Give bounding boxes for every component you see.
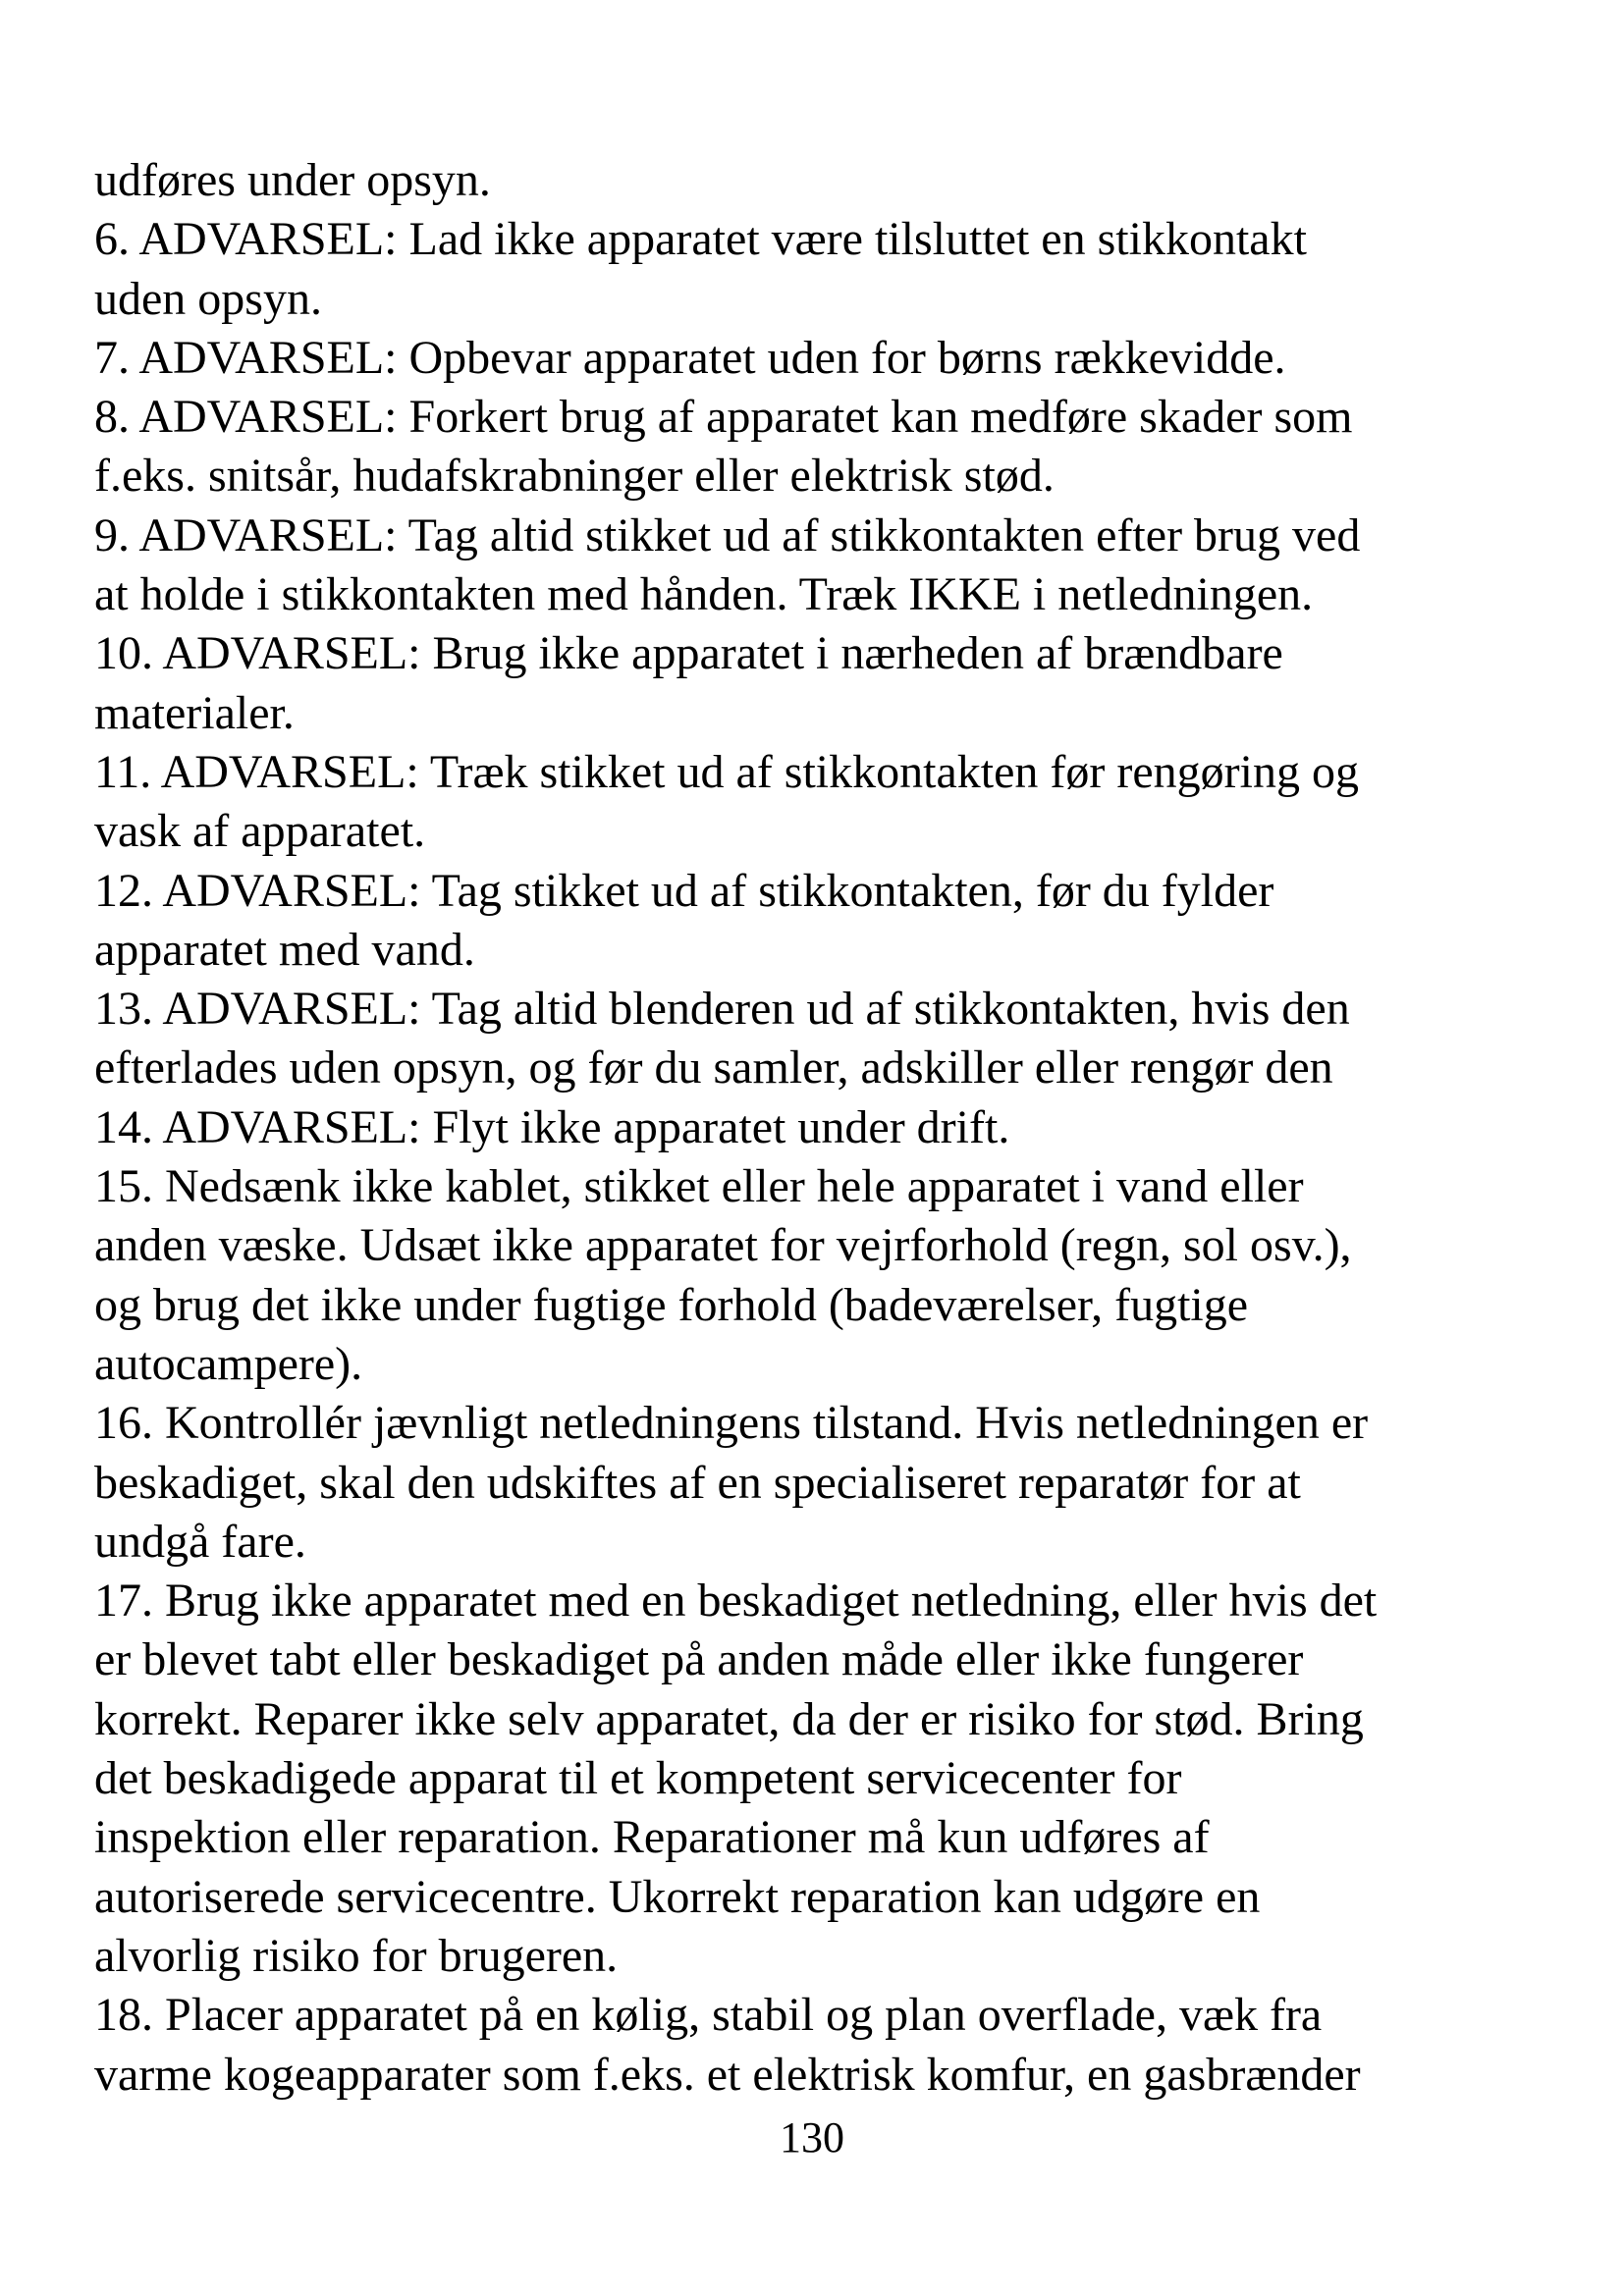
text-line: 6. ADVARSEL: Lad ikke apparatet være tilsluttet en stikkontakt <box>94 213 1307 266</box>
text-line: 7. ADVARSEL: Opbevar apparatet uden for børns rækkevidde. <box>94 331 1286 384</box>
text-line: 11. ADVARSEL: Træk stikket ud af stikkontakten før rengøring og <box>94 745 1359 798</box>
text-line: 16. Kontrollér jævnligt netledningens tilstand. Hvis netledningen er <box>94 1397 1369 1450</box>
text-line: inspektion eller reparation. Reparationer må kun udføres af <box>94 1811 1210 1864</box>
text-line: er blevet tabt eller beskadiget på anden måde eller ikke fungerer <box>94 1633 1304 1686</box>
body-text <box>94 151 1528 2105</box>
text-line: det beskadigede apparat til et kompetent servicecenter for <box>94 1752 1182 1805</box>
text-line: varme kogeapparater som f.eks. et elektrisk komfur, en gasbrænder <box>94 2048 1361 2101</box>
text-line: korrekt. Reparer ikke selv apparatet, da der er risiko for stød. Bring <box>94 1692 1364 1745</box>
text-line: apparatet med vand. <box>94 923 475 976</box>
text-line: vask af apparatet. <box>94 805 426 858</box>
page-number: 130 <box>780 2113 844 2162</box>
text-line: 8. ADVARSEL: Forkert brug af apparatet kan medføre skader som <box>94 391 1353 444</box>
text-line: beskadiget, skal den udskiftes af en specialiseret reparatør for at <box>94 1456 1301 1509</box>
text-line: f.eks. snitsår, hudafskrabninger eller elektrisk stød. <box>94 450 1055 503</box>
text-line: 18. Placer apparatet på en kølig, stabil og plan overflade, væk fra <box>94 1989 1323 2042</box>
text-line: 14. ADVARSEL: Flyt ikke apparatet under drift. <box>94 1100 1010 1153</box>
text-line: 17. Brug ikke apparatet med en beskadiget netledning, eller hvis det <box>94 1575 1378 1628</box>
text-line: at holde i stikkontakten med hånden. Træk IKKE i netledningen. <box>94 568 1314 621</box>
text-line: 13. ADVARSEL: Tag altid blenderen ud af stikkontakten, hvis den <box>94 983 1350 1036</box>
text-line: udføres under opsyn. <box>94 154 491 206</box>
text-line: anden væske. Udsæt ikke apparatet for vejrforhold (regn, sol osv.), <box>94 1219 1352 1272</box>
text-line: 10. ADVARSEL: Brug ikke apparatet i nærheden af brændbare <box>94 627 1283 680</box>
text-line: 9. ADVARSEL: Tag altid stikket ud af stikkontakten efter brug ved <box>94 508 1361 561</box>
text-line: og brug det ikke under fugtige forhold (badeværelser, fugtige <box>94 1278 1249 1331</box>
text-line: 12. ADVARSEL: Tag stikket ud af stikkontakten, før du fylder <box>94 864 1274 917</box>
text-line: alvorlig risiko for brugeren. <box>94 1929 619 1982</box>
text-line: efterlades uden opsyn, og før du samler, adskiller eller rengør den <box>94 1041 1333 1095</box>
text-line: materialer. <box>94 686 295 739</box>
text-line: uden opsyn. <box>94 272 322 325</box>
text-line: undgå fare. <box>94 1515 306 1568</box>
text-line: autocampere). <box>94 1337 363 1390</box>
text-line: 15. Nedsænk ikke kablet, stikket eller hele apparatet i vand eller <box>94 1160 1304 1213</box>
text-line: autoriserede servicecentre. Ukorrekt reparation kan udgøre en <box>94 1870 1261 1923</box>
